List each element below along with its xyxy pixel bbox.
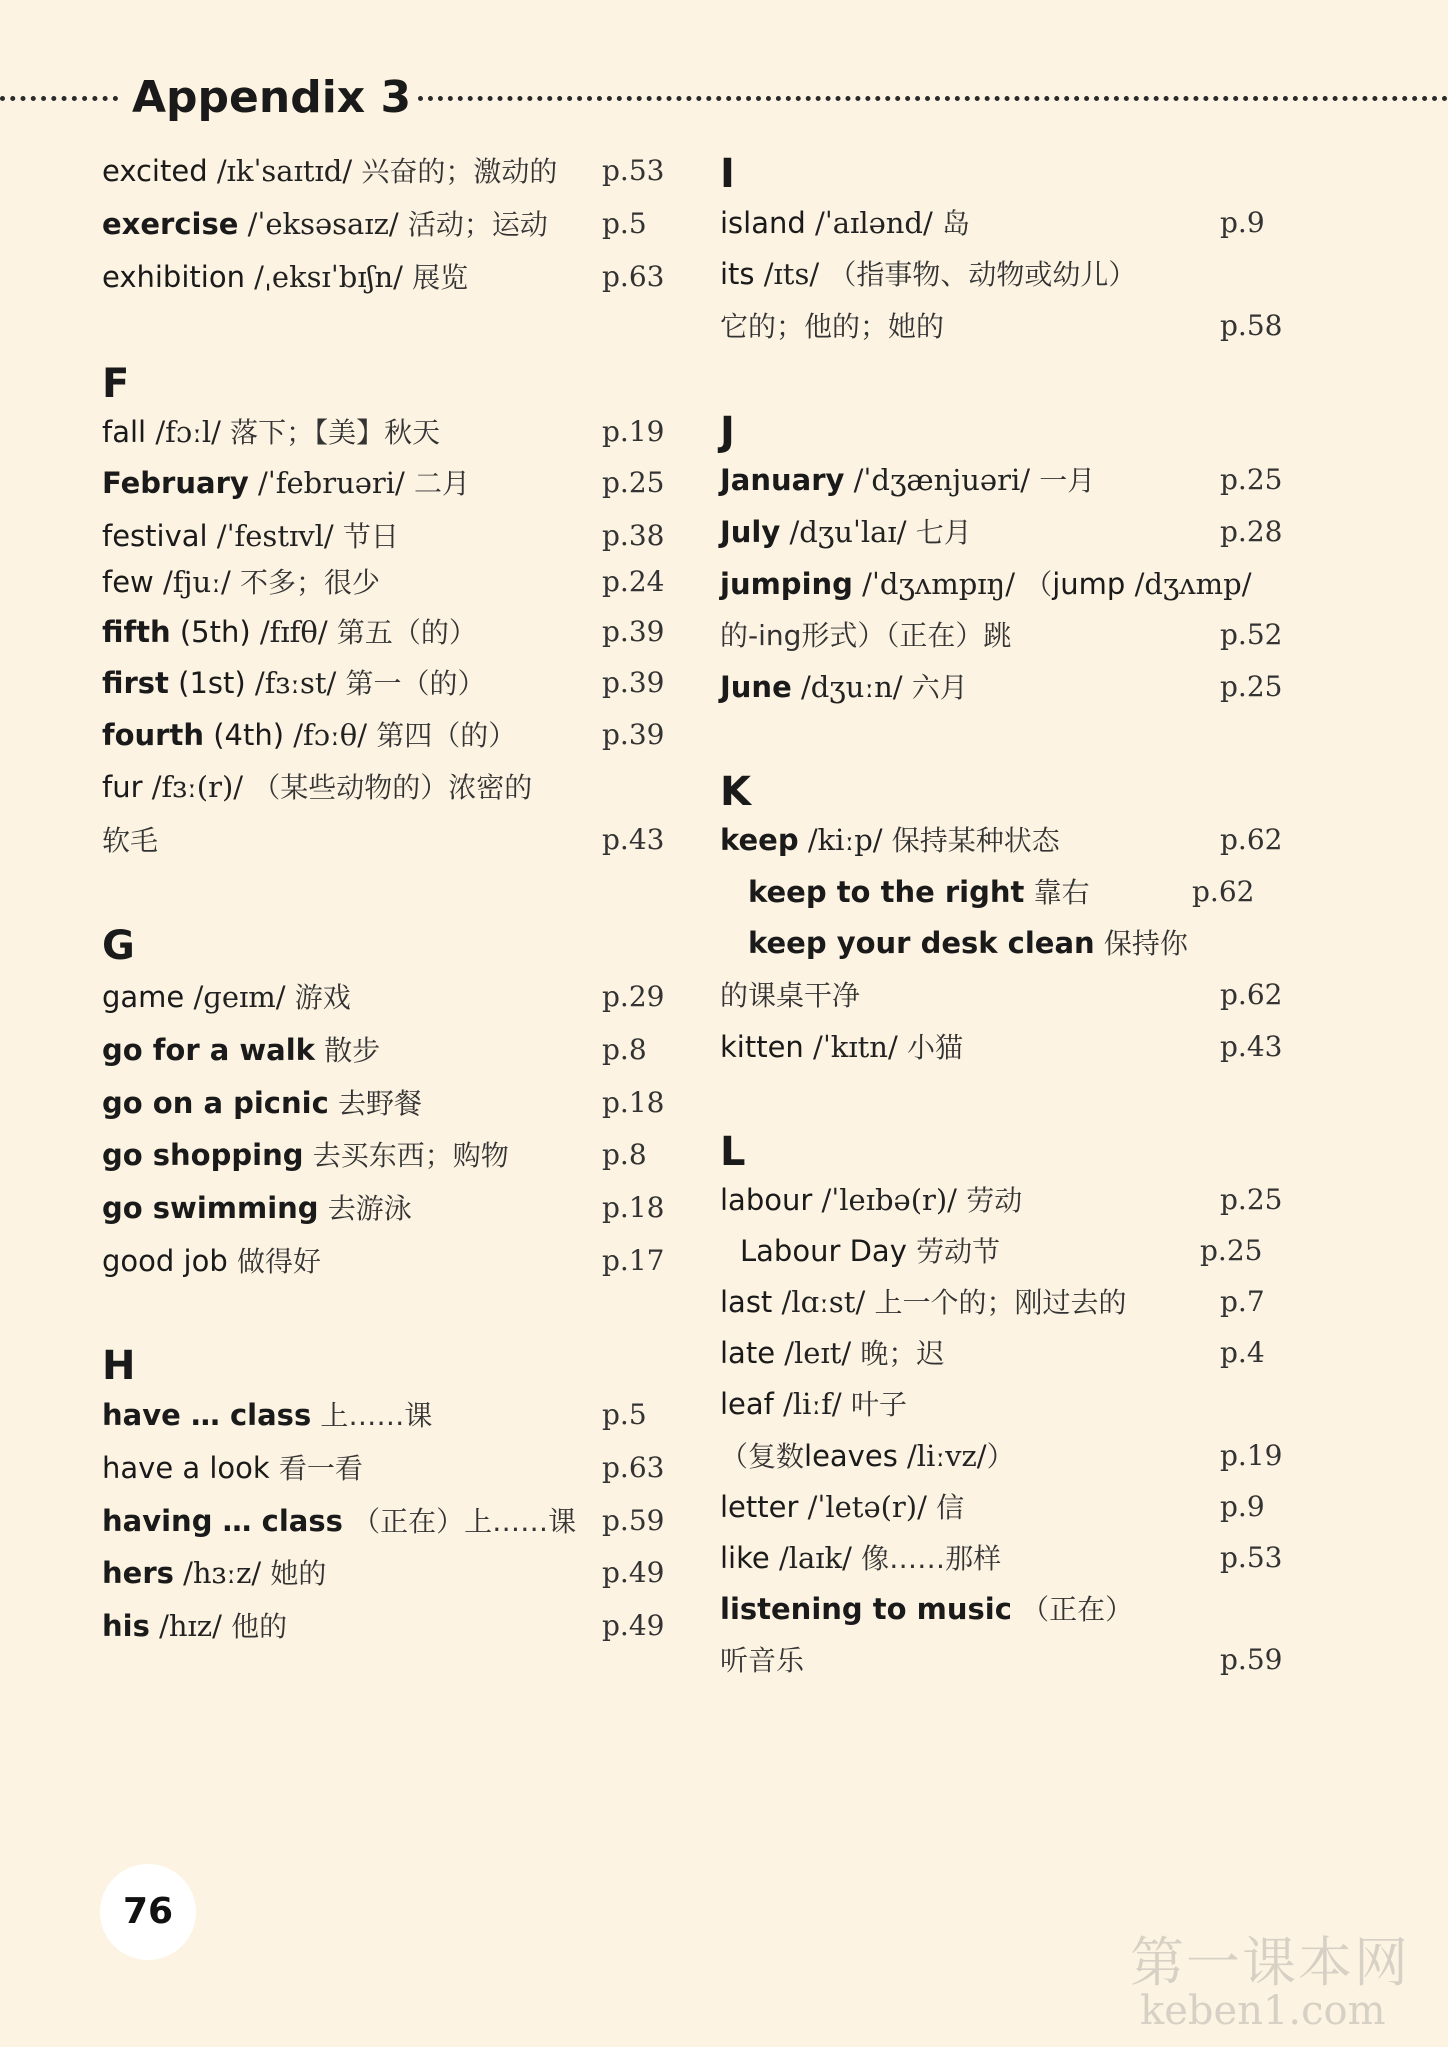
section-letter-f: F bbox=[102, 361, 130, 407]
section-letter-i: I bbox=[720, 151, 735, 197]
entry-word: his bbox=[102, 1609, 150, 1643]
entry-word: game bbox=[102, 980, 185, 1014]
entry-word: letter bbox=[720, 1490, 799, 1524]
entry-translation: （某些动物的）浓密的 bbox=[252, 771, 533, 804]
entry-word: fifth bbox=[102, 615, 171, 649]
entry-word: July bbox=[720, 515, 781, 549]
entry-translation: 她的 bbox=[270, 1557, 327, 1590]
entry-ordinal: (5th) bbox=[179, 615, 251, 649]
entry-phonetic: /ˌeksɪˈbɪʃn/ bbox=[254, 260, 403, 294]
glossary-entry bbox=[720, 508, 1283, 556]
entry-page-ref: p.52 bbox=[1220, 618, 1283, 651]
entry-translation: 第四（的） bbox=[376, 719, 517, 752]
entry-word: February bbox=[102, 466, 249, 500]
section-letter-k: K bbox=[720, 769, 751, 815]
glossary-entry bbox=[102, 459, 665, 507]
glossary-entry bbox=[720, 302, 1283, 350]
entry-page-ref: p.19 bbox=[602, 415, 665, 448]
entry-page-ref: p.5 bbox=[602, 1398, 647, 1431]
entry-phonetic: /ɪts/ bbox=[763, 257, 820, 291]
entry-translation: 兴奋的；激动的 bbox=[361, 155, 558, 188]
entry-phonetic: /ɪkˈsaɪtɪd/ bbox=[216, 154, 353, 188]
entry-word: have … class bbox=[102, 1398, 312, 1432]
entry-translation: 第五（的） bbox=[336, 616, 477, 649]
glossary-entry bbox=[102, 1444, 665, 1492]
entry-page-ref: p.19 bbox=[1220, 1439, 1283, 1472]
glossary-entry bbox=[720, 1176, 1283, 1224]
glossary-entry bbox=[102, 1026, 662, 1074]
entry-phonetic: /fɜː(r)/ bbox=[151, 770, 244, 804]
entry-page-ref: p.49 bbox=[602, 1556, 665, 1589]
entry-translation: 做得好 bbox=[236, 1245, 321, 1278]
entry-translation: 上……课 bbox=[320, 1399, 433, 1432]
entry-page-ref: p.53 bbox=[602, 154, 665, 187]
entry-page-ref: p.18 bbox=[602, 1086, 665, 1119]
entry-word: labour bbox=[720, 1183, 813, 1217]
glossary-entry bbox=[102, 408, 665, 456]
entry-ordinal: (1st) bbox=[178, 666, 246, 700]
entry-word: have a look bbox=[102, 1451, 270, 1485]
entry-phonetic: /fjuː/ bbox=[163, 565, 231, 599]
glossary-entry bbox=[720, 560, 1280, 608]
glossary-entry bbox=[720, 199, 1280, 247]
glossary-entry bbox=[102, 1549, 665, 1597]
section-letter-l: L bbox=[720, 1129, 746, 1175]
entry-word: go swimming bbox=[102, 1191, 319, 1225]
appendix-header bbox=[0, 68, 1448, 128]
glossary-entry bbox=[720, 971, 1283, 1019]
entry-phonetic: /ˈfestɪvl/ bbox=[216, 519, 334, 553]
entry-page-ref: p.25 bbox=[1220, 463, 1283, 496]
entry-translation: 二月 bbox=[414, 467, 471, 500]
entry-word: like bbox=[720, 1541, 770, 1575]
entry-translation: 小猫 bbox=[906, 1031, 963, 1064]
entry-word: having … class bbox=[102, 1504, 343, 1538]
glossary-entry bbox=[720, 868, 1308, 916]
entry-page-ref: p.4 bbox=[1220, 1336, 1265, 1369]
glossary-entry bbox=[102, 659, 665, 707]
entry-page-ref: p.29 bbox=[602, 980, 665, 1013]
entry-page-ref: p.63 bbox=[602, 260, 665, 293]
dotted-rule-left bbox=[0, 96, 118, 101]
entry-related-phonetic: /liːvz/ bbox=[907, 1439, 987, 1473]
section-letter-h: H bbox=[102, 1343, 136, 1389]
entry-page-ref: p.43 bbox=[1220, 1030, 1283, 1063]
entry-page-ref: p.8 bbox=[602, 1033, 647, 1066]
entry-word: excited bbox=[102, 154, 208, 188]
entry-page-ref: p.62 bbox=[1220, 823, 1283, 856]
entry-translation: 劳动节 bbox=[916, 1235, 1001, 1268]
entry-page-ref: p.58 bbox=[1220, 309, 1283, 342]
entry-page-ref: p.59 bbox=[602, 1504, 665, 1537]
glossary-entry bbox=[720, 1432, 1283, 1480]
glossary-entry bbox=[720, 1227, 1300, 1275]
page-title: Appendix 3 bbox=[132, 72, 412, 123]
entry-translation: 劳动 bbox=[966, 1184, 1023, 1217]
entry-translation: 它的；他的；她的 bbox=[720, 310, 945, 343]
entry-phonetic: /ˈkɪtn/ bbox=[813, 1030, 898, 1064]
page-number: 76 bbox=[100, 1864, 196, 1960]
entry-page-ref: p.39 bbox=[602, 666, 665, 699]
entry-phonetic: /leɪt/ bbox=[784, 1336, 852, 1370]
entry-phonetic: /fɜːst/ bbox=[254, 666, 337, 700]
entry-word: festival bbox=[102, 519, 208, 553]
entry-ordinal: (4th) bbox=[213, 718, 285, 752]
entry-translation: 游戏 bbox=[294, 981, 351, 1014]
glossary-entry bbox=[720, 1380, 1280, 1428]
entry-phonetic: /ˈeksəsaɪz/ bbox=[247, 207, 399, 241]
entry-page-ref: p.5 bbox=[602, 207, 647, 240]
glossary-entry bbox=[102, 1602, 665, 1650]
entry-page-ref: p.43 bbox=[602, 823, 665, 856]
entry-page-ref: p.63 bbox=[602, 1451, 665, 1484]
entry-page-ref: p.62 bbox=[1220, 978, 1283, 1011]
glossary-entry bbox=[102, 816, 665, 864]
entry-word: keep your desk clean bbox=[748, 926, 1095, 960]
entry-word: hers bbox=[102, 1556, 174, 1590]
entry-page-ref: p.28 bbox=[1220, 515, 1283, 548]
entry-phonetic: /ˈfebruəri/ bbox=[258, 466, 405, 500]
entry-translation: 一月 bbox=[1039, 464, 1096, 497]
glossary-entry bbox=[720, 663, 1283, 711]
entry-translation: 七月 bbox=[915, 516, 972, 549]
entry-word: fourth bbox=[102, 718, 204, 752]
glossary-entry bbox=[720, 816, 1283, 864]
entry-translation: 上一个的；刚过去的 bbox=[874, 1286, 1127, 1319]
entry-phonetic: /hɪz/ bbox=[159, 1609, 222, 1643]
entry-page-ref: p.18 bbox=[602, 1191, 665, 1224]
entry-word: fall bbox=[102, 415, 147, 449]
glossary-entry bbox=[102, 200, 662, 248]
entry-translation: 岛 bbox=[942, 207, 971, 240]
glossary-entry bbox=[720, 250, 1280, 298]
entry-word: good job bbox=[102, 1244, 228, 1278]
entry-translation: 不多；很少 bbox=[239, 566, 380, 599]
section-letter-g: G bbox=[102, 923, 135, 969]
entry-phonetic: /ˈletə(r)/ bbox=[807, 1490, 927, 1524]
entry-translation: 保持你 bbox=[1103, 927, 1188, 960]
glossary-entry bbox=[102, 1497, 665, 1545]
entry-phonetic: /ˈdʒʌmpɪŋ/ bbox=[862, 567, 1015, 601]
entry-phonetic: /dʒuˈlaɪ/ bbox=[789, 515, 907, 549]
entry-word: go shopping bbox=[102, 1138, 304, 1172]
glossary-entry bbox=[102, 711, 665, 759]
entry-word: exhibition bbox=[102, 260, 245, 294]
entry-page-ref: p.17 bbox=[602, 1244, 665, 1277]
entry-page-ref: p.59 bbox=[1220, 1643, 1283, 1676]
glossary-entry bbox=[720, 456, 1283, 504]
entry-word: first bbox=[102, 666, 169, 700]
entry-translation: 散步 bbox=[324, 1034, 381, 1067]
dotted-rule-right bbox=[418, 96, 1448, 101]
entry-phonetic: /hɜːz/ bbox=[183, 1556, 262, 1590]
entry-translation: 第一（的） bbox=[345, 667, 486, 700]
entry-translation: 靠右 bbox=[1033, 876, 1090, 909]
entry-word: keep bbox=[720, 823, 799, 857]
entry-page-ref: p.25 bbox=[602, 466, 665, 499]
entry-word: leaf bbox=[720, 1387, 774, 1421]
entry-translation: 落下；【美】秋天 bbox=[230, 416, 441, 449]
entry-page-ref: p.53 bbox=[1220, 1541, 1283, 1574]
entry-word: fur bbox=[102, 770, 143, 804]
glossary-entry bbox=[102, 763, 662, 811]
entry-phonetic: /ˈleɪbə(r)/ bbox=[821, 1183, 957, 1217]
entry-word: keep to the right bbox=[748, 875, 1025, 909]
entry-related-phonetic: /dʒʌmp/ bbox=[1134, 567, 1252, 601]
glossary-entry bbox=[720, 1585, 1280, 1633]
entry-translation: （正在） bbox=[1021, 1593, 1134, 1626]
entry-page-ref: p.25 bbox=[1220, 1183, 1283, 1216]
entry-translation: 晚；迟 bbox=[860, 1337, 945, 1370]
entry-translation: 信 bbox=[936, 1491, 965, 1524]
entry-translation: 去游泳 bbox=[327, 1192, 412, 1225]
watermark-text: 第一课本网 bbox=[1130, 1931, 1410, 1994]
entry-page-ref: p.9 bbox=[1220, 1490, 1265, 1523]
entry-word: June bbox=[720, 670, 792, 704]
entry-page-ref: p.24 bbox=[602, 565, 665, 598]
glossary-entry bbox=[720, 1636, 1283, 1684]
entry-word: few bbox=[102, 565, 154, 599]
glossary-entry bbox=[720, 1023, 1283, 1071]
entry-page-ref: p.62 bbox=[1192, 875, 1255, 908]
glossary-entry bbox=[102, 1079, 665, 1127]
glossary-entry bbox=[102, 512, 665, 560]
entry-translation: 的-ing形式）（正在）跳 bbox=[720, 619, 1012, 652]
entry-page-ref: p.49 bbox=[602, 1609, 665, 1642]
glossary-entry bbox=[102, 608, 665, 656]
entry-phonetic: /laɪk/ bbox=[778, 1541, 852, 1575]
glossary-entry bbox=[720, 1483, 1280, 1531]
glossary-entry bbox=[102, 1184, 665, 1232]
glossary-entry bbox=[102, 1237, 665, 1285]
entry-page-ref: p.7 bbox=[1220, 1285, 1265, 1318]
entry-word: January bbox=[720, 463, 845, 497]
entry-word: listening to music bbox=[720, 1592, 1012, 1626]
entry-page-ref: p.38 bbox=[602, 519, 665, 552]
entry-word: kitten bbox=[720, 1030, 804, 1064]
entry-translation: （正在）上……课 bbox=[352, 1505, 577, 1538]
entry-translation: 看一看 bbox=[278, 1452, 363, 1485]
entry-page-ref: p.39 bbox=[602, 615, 665, 648]
glossary-entry bbox=[102, 1391, 662, 1439]
entry-phonetic: /dʒuːn/ bbox=[800, 670, 903, 704]
entry-translation: 展览 bbox=[412, 261, 469, 294]
entry-translation: 去买东西；购物 bbox=[312, 1139, 509, 1172]
glossary-entry bbox=[720, 1278, 1280, 1326]
watermark-url: keben1.com bbox=[1140, 1988, 1386, 2034]
entry-page-ref: p.25 bbox=[1200, 1234, 1263, 1267]
entry-page-ref: p.25 bbox=[1220, 670, 1283, 703]
entry-translation: 六月 bbox=[911, 671, 968, 704]
entry-translation: （指事物、动物或幼儿） bbox=[828, 258, 1137, 291]
glossary-entry bbox=[102, 558, 665, 606]
entry-word: exercise bbox=[102, 207, 239, 241]
section-letter-j: J bbox=[720, 409, 735, 455]
entry-word: last bbox=[720, 1285, 773, 1319]
entry-phonetic: /ˈaɪlənd/ bbox=[815, 206, 933, 240]
entry-phonetic: /fɔːl/ bbox=[155, 415, 221, 449]
entry-related-word: leaves bbox=[804, 1439, 898, 1473]
glossary-entry bbox=[102, 253, 665, 301]
entry-word: island bbox=[720, 206, 806, 240]
entry-word: its bbox=[720, 257, 755, 291]
entry-translation: 听音乐 bbox=[720, 1644, 805, 1677]
glossary-entry bbox=[102, 1131, 662, 1179]
entry-word: Labour Day bbox=[740, 1234, 907, 1268]
entry-translation-tail: ） bbox=[986, 1440, 1015, 1473]
entry-page-ref: p.9 bbox=[1220, 206, 1265, 239]
entry-translation: 保持某种状态 bbox=[891, 824, 1060, 857]
glossary-entry bbox=[102, 973, 665, 1021]
entry-phonetic: /fɪfθ/ bbox=[259, 615, 328, 649]
entry-page-ref: p.39 bbox=[602, 718, 665, 751]
entry-translation: 去野餐 bbox=[338, 1087, 423, 1120]
entry-page-ref: p.8 bbox=[602, 1138, 647, 1171]
glossary-entry bbox=[720, 919, 1308, 967]
entry-translation: 他的 bbox=[231, 1610, 288, 1643]
entry-translation: 的课桌干净 bbox=[720, 979, 861, 1012]
entry-phonetic: /kiːp/ bbox=[807, 823, 883, 857]
glossary-entry bbox=[102, 147, 665, 195]
entry-word: go on a picnic bbox=[102, 1086, 329, 1120]
entry-related-word: jump bbox=[1052, 567, 1126, 601]
glossary-entry bbox=[720, 1534, 1283, 1582]
entry-translation: 像……那样 bbox=[861, 1542, 1002, 1575]
glossary-entry bbox=[720, 611, 1283, 659]
entry-translation: 节日 bbox=[342, 520, 399, 553]
entry-word: late bbox=[720, 1336, 776, 1370]
entry-phonetic: /fɔːθ/ bbox=[293, 718, 368, 752]
entry-translation: 叶子 bbox=[850, 1388, 907, 1421]
entry-phonetic: /liːf/ bbox=[783, 1387, 842, 1421]
entry-word: go for a walk bbox=[102, 1033, 315, 1067]
entry-translation: （ bbox=[1024, 568, 1053, 601]
entry-phonetic: /lɑːst/ bbox=[781, 1285, 866, 1319]
entry-phonetic: /ɡeɪm/ bbox=[193, 980, 286, 1014]
glossary-entry bbox=[720, 1329, 1280, 1377]
entry-word: jumping bbox=[720, 567, 853, 601]
entry-phonetic: /ˈdʒænjuəri/ bbox=[853, 463, 1031, 497]
entry-translation: （复数 bbox=[720, 1440, 805, 1473]
entry-translation: 软毛 bbox=[102, 824, 159, 857]
entry-translation: 活动；运动 bbox=[407, 208, 548, 241]
